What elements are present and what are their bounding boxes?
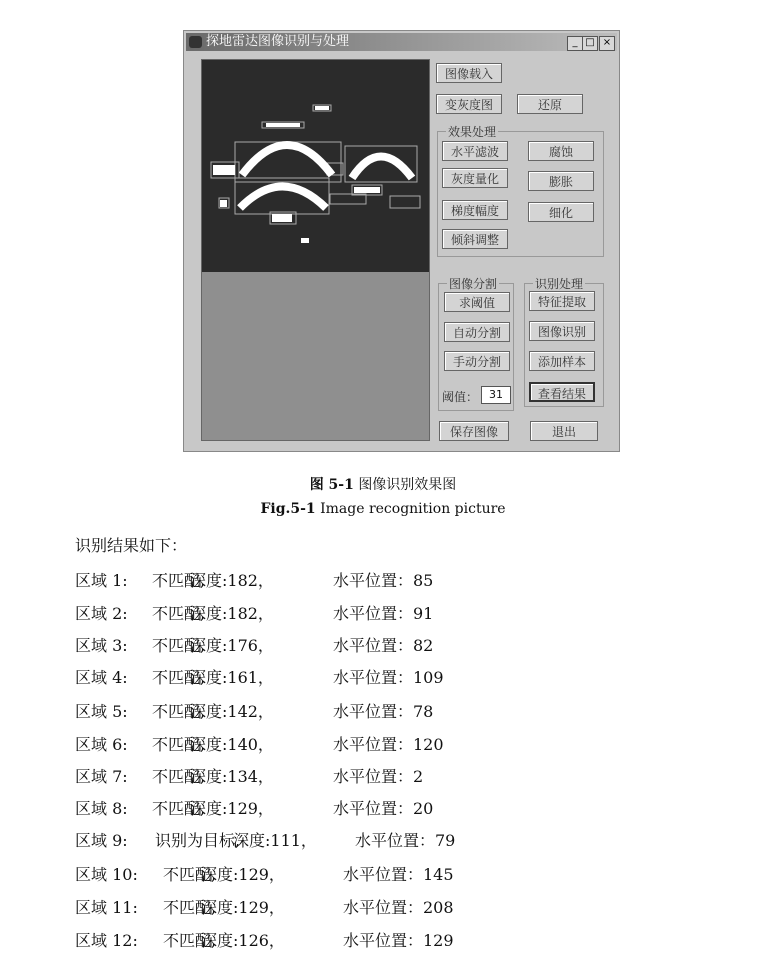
minimize-button[interactable]: _ — [567, 36, 583, 51]
auto-segment-button[interactable]: 自动分割 — [444, 322, 510, 342]
feature-extract-button[interactable]: 特征提取 — [529, 291, 595, 311]
result-region: 区域 2: — [75, 604, 128, 623]
result-region: 区域 12: — [75, 931, 138, 950]
result-status: 不匹配, — [152, 571, 206, 590]
image-view — [201, 59, 430, 441]
figure-caption-en — [0, 501, 766, 517]
maximize-button[interactable]: □ — [582, 36, 598, 51]
recognition-group-label: 识别处理 — [535, 277, 584, 291]
result-status: 不匹配, — [152, 735, 206, 754]
figure-title-en: Image recognition picture — [320, 501, 506, 517]
result-region: 区域 9: — [75, 831, 128, 850]
result-status: 不匹配, — [152, 702, 206, 721]
result-region: 区域 8: — [75, 799, 128, 818]
result-depth: 深度:176， — [190, 636, 274, 655]
result-pos: 水平位置：91 — [333, 604, 434, 623]
title-bar — [186, 33, 617, 51]
result-depth: 深度:134， — [190, 767, 274, 786]
window-title: 探地雷达图像识别与处理 — [206, 34, 350, 49]
threshold-button[interactable]: 求阈值 — [444, 292, 510, 312]
app-window-screenshot — [183, 30, 620, 452]
load-image-button[interactable]: 图像载入 — [436, 63, 502, 83]
result-status: 不匹配, — [163, 898, 217, 917]
result-pos: 水平位置：85 — [333, 571, 434, 590]
recognition-result-image — [202, 60, 429, 272]
result-status: 不匹配, — [152, 668, 206, 687]
result-depth: 深度:161， — [190, 668, 274, 687]
result-pos: 水平位置：2 — [333, 767, 424, 786]
dilate-button[interactable]: 膨胀 — [528, 171, 594, 191]
app-icon — [189, 36, 202, 48]
result-region: 区域 6: — [75, 735, 128, 754]
horizontal-filter-button[interactable]: 水平滤波 — [442, 141, 508, 161]
result-status: 不匹配, — [152, 636, 206, 655]
result-pos: 水平位置：78 — [333, 702, 434, 721]
result-depth: 深度:129， — [201, 865, 285, 884]
result-region: 区域 4: — [75, 668, 128, 687]
result-depth: 深度:129， — [190, 799, 274, 818]
figure-number-zh: 图 5-1 — [309, 477, 354, 493]
result-depth: 深度:182， — [190, 604, 274, 623]
thinning-button[interactable]: 细化 — [528, 202, 594, 222]
result-region: 区域 5: — [75, 702, 128, 721]
result-depth: 深度:126， — [201, 931, 285, 950]
result-pos: 水平位置：120 — [333, 735, 444, 754]
figure-title-zh: 图像识别效果图 — [358, 477, 457, 493]
result-pos: 水平位置：82 — [333, 636, 434, 655]
recognize-button[interactable]: 图像识别 — [529, 321, 595, 341]
erode-button[interactable]: 腐蚀 — [528, 141, 594, 161]
add-sample-button[interactable]: 添加样本 — [529, 351, 595, 371]
result-status: 不匹配, — [152, 767, 206, 786]
effect-group-label: 效果处理 — [448, 125, 497, 139]
gradient-magnitude-button[interactable]: 梯度幅度 — [442, 200, 508, 220]
result-status: 不匹配, — [152, 799, 206, 818]
result-region: 区域 3: — [75, 636, 128, 655]
radar-image — [202, 60, 429, 272]
tilt-adjust-button[interactable]: 倾斜调整 — [442, 229, 508, 249]
save-image-button[interactable]: 保存图像 — [439, 421, 509, 441]
result-depth: 深度:142， — [190, 702, 274, 721]
figure-number-en: Fig.5-1 — [260, 501, 316, 517]
threshold-label: 阈值： — [442, 390, 479, 404]
threshold-input[interactable]: 31 — [481, 386, 511, 404]
gray-quantize-button[interactable]: 灰度量化 — [442, 168, 508, 188]
result-pos: 水平位置：109 — [333, 668, 444, 687]
result-status: 不匹配, — [152, 604, 206, 623]
result-region: 区域 7: — [75, 767, 128, 786]
view-result-button[interactable]: 查看结果 — [529, 382, 595, 402]
result-pos: 水平位置：20 — [333, 799, 434, 818]
result-depth: 深度:182， — [190, 571, 274, 590]
result-region: 区域 11: — [75, 898, 138, 917]
result-pos: 水平位置：129 — [343, 931, 454, 950]
result-status: 不匹配, — [163, 931, 217, 950]
exit-button[interactable]: 退出 — [530, 421, 598, 441]
manual-segment-button[interactable]: 手动分割 — [444, 351, 510, 371]
result-pos: 水平位置：79 — [355, 831, 456, 850]
result-region: 区域 1: — [75, 571, 128, 590]
result-pos: 水平位置：208 — [343, 898, 454, 917]
results-intro: 识别结果如下： — [75, 536, 188, 555]
result-status: 不匹配, — [163, 865, 217, 884]
result-status: 识别为目标, — [155, 831, 241, 850]
figure-caption-zh — [0, 474, 766, 494]
grayscale-button[interactable]: 变灰度图 — [436, 94, 502, 114]
result-depth: 深度:140， — [190, 735, 274, 754]
close-button[interactable]: × — [599, 36, 615, 51]
restore-button[interactable]: 还原 — [517, 94, 583, 114]
result-depth: 深度:111， — [233, 831, 317, 850]
result-depth: 深度:129， — [201, 898, 285, 917]
result-pos: 水平位置：145 — [343, 865, 454, 884]
result-region: 区域 10: — [75, 865, 138, 884]
segment-group-label: 图像分割 — [449, 277, 498, 291]
